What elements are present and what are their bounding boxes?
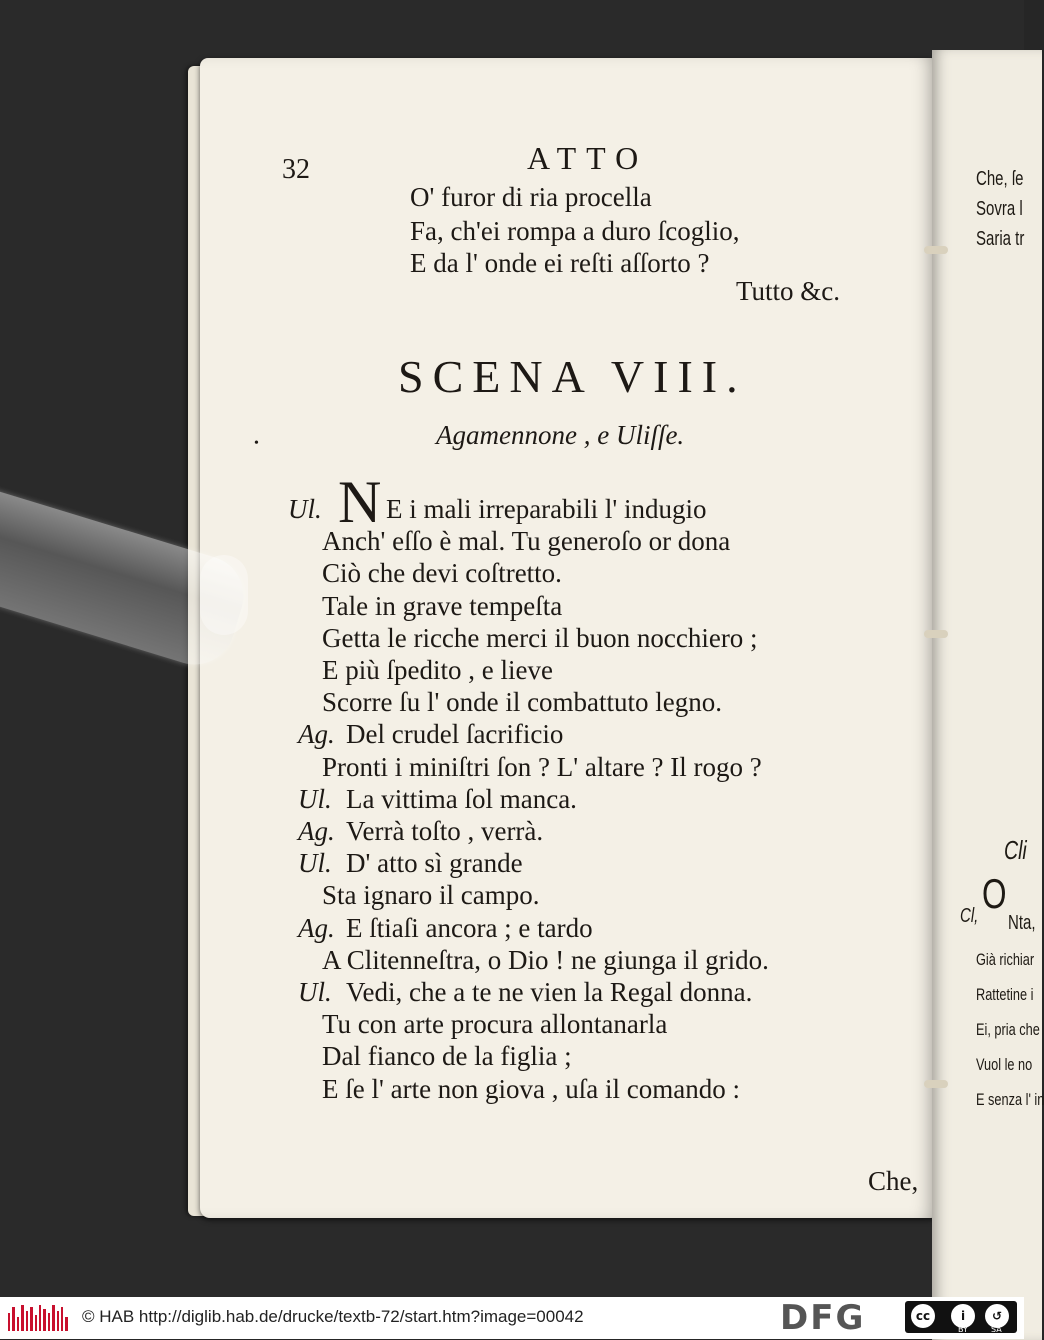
page-number: 32	[282, 154, 310, 185]
speaker-label: Ag.	[298, 912, 335, 943]
speaker-label: Ul.	[288, 494, 322, 524]
dialogue-line: Tu con arte procura allontanarla	[322, 1009, 668, 1040]
glass-clip-tip	[200, 555, 248, 635]
speaker-label: Ag.	[298, 719, 335, 750]
verse-line: O' furor di ria procella	[410, 182, 652, 212]
dialogue-line: E ſe l' arte non giova , uſa il comando :	[322, 1073, 740, 1104]
facing-line: Rattetine i	[976, 985, 1034, 1004]
verse-line: E da l' onde ei reſti aſſorto ?	[410, 248, 710, 278]
cc-icon: cc	[911, 1304, 935, 1328]
speaker-label: Ul.	[298, 977, 332, 1007]
dialogue-line: A Clitenneſtra, o Dio ! ne giunga il grido.	[322, 944, 769, 975]
tutto-line: Tutto &c.	[736, 276, 841, 306]
dialogue-line: Tale in grave tempeſta	[322, 590, 563, 621]
facing-line: E senza l' in	[976, 1090, 1044, 1109]
speaker-label: Ag.	[298, 816, 335, 846]
hab-barcode-logo	[8, 1305, 68, 1331]
drop-cap: N	[338, 469, 382, 535]
by-label: BY	[958, 1325, 968, 1334]
dialogue-line: E ſtiaſi ancora ; e tardo	[346, 912, 593, 943]
facing-line: Sovra l	[976, 198, 1023, 220]
facing-cap-rest: Nta,	[1008, 912, 1036, 934]
cc-license-badge[interactable]	[905, 1301, 1017, 1333]
dialogue-line: Del crudel ſacrificio	[346, 719, 564, 750]
scene-persons: Agamennone , e Uliſſe.	[436, 420, 685, 450]
dialogue-line: Sta ignaro il campo.	[322, 880, 540, 911]
facing-speaker: Cl,	[960, 905, 979, 927]
dialogue-line: E i mali irreparabili l' indugio	[386, 494, 707, 524]
copyright-url[interactable]: © HAB http://diglib.hab.de/drucke/textb-72/start.htm?image=00042	[82, 1307, 584, 1326]
viewer-footer	[0, 1297, 1024, 1339]
dialogue-line: Ciò che devi coſtretto.	[322, 558, 562, 589]
facing-line: Ei, pria che	[976, 1020, 1040, 1039]
dialogue-line: Vedi, che a te ne vien la Regal donna.	[346, 977, 753, 1007]
binding-thread	[924, 1080, 948, 1088]
dialogue-line: Anch' eſſo è mal. Tu generoſo or dona	[322, 526, 731, 557]
facing-drop-cap: O	[982, 870, 1007, 917]
catchword: Che,	[868, 1166, 919, 1196]
sa-label: SA	[991, 1325, 1002, 1334]
facing-page	[932, 50, 1042, 1340]
share-alike-icon: ↺	[985, 1304, 1009, 1328]
dialogue-line: Getta le ricche merci il buon nocchiero ;	[322, 622, 758, 653]
facing-cap-label: Cli	[1004, 835, 1027, 865]
binding-thread	[924, 630, 948, 638]
facing-line: Saria tr	[976, 228, 1025, 250]
speaker-label: Ul.	[298, 783, 332, 814]
dialogue-line: Pronti i miniſtri ſon ? L' altare ? Il rogo ?	[322, 751, 762, 782]
dialogue-line: E più ſpedito , e lieve	[322, 655, 553, 685]
scene-title: SCENA VIII.	[398, 351, 747, 402]
dialogue-line: Scorre ſu l' onde il combattuto legno.	[322, 687, 723, 718]
dialogue-line: D' atto sì grande	[346, 848, 523, 879]
facing-line: Che, ſe	[976, 168, 1024, 190]
binding-thread	[924, 246, 948, 254]
facing-line: Vuol le no	[976, 1055, 1033, 1074]
bullet-mark: •	[254, 436, 259, 451]
running-header: ATTO	[527, 140, 649, 176]
dialogue-line: Verrà toſto , verrà.	[346, 816, 544, 846]
speaker-label: Ul.	[298, 848, 332, 879]
dialogue-line: La vittima ſol manca.	[346, 783, 577, 814]
verse-line: Fa, ch'ei rompa a duro ſcoglio,	[410, 216, 740, 246]
attribution-icon: i	[951, 1304, 975, 1328]
facing-line: Già richiar	[976, 950, 1035, 969]
dfg-logo: DFG	[780, 1298, 866, 1338]
dialogue-line: Dal fianco de la figlia ;	[322, 1041, 572, 1072]
